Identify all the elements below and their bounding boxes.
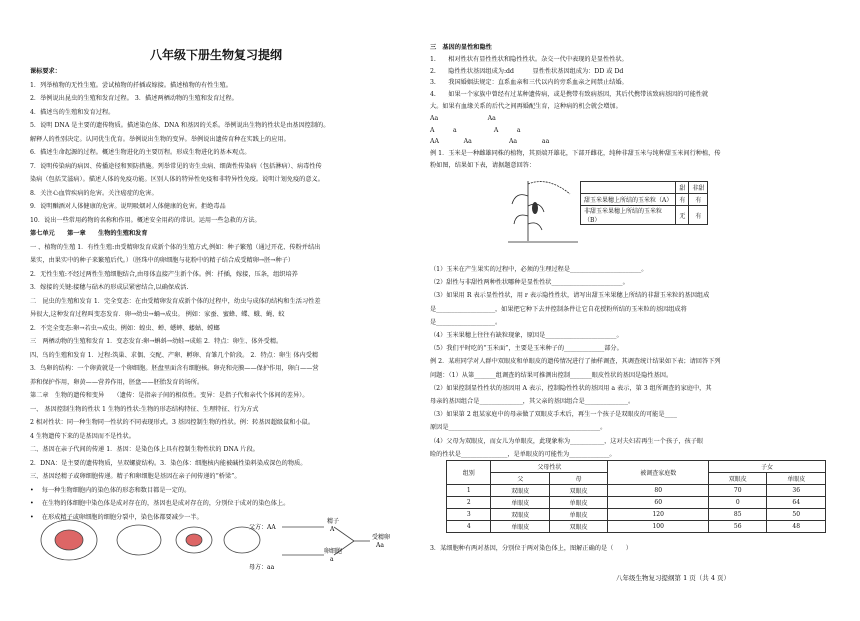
text-line: 5．说明 DNA 是主要的遗传物质。描述染色体、DNA 和基因的关系。举例说出生物的性状是由基因控制的。 <box>30 122 330 129</box>
text-line: 2．DNA：是主要的遗传物质，呈双螺旋结构。3．染色体：细胞核内能被碱性染料染成深色的物质。 <box>30 459 307 467</box>
table-cell: 56 <box>708 521 766 533</box>
sperm-gene: A <box>330 526 335 533</box>
table-cell: 85 <box>708 509 766 521</box>
text-line: （2）如果控制显性性状的基因用 A 表示，控制隐性性状的基因用 a 表示，第 3 组所调查的家庭中，其 <box>430 384 712 392</box>
text-line: 大。如果有血缘关系的后代之间再婚配生育，这种病的机会就会增加。 <box>430 103 622 110</box>
zygote-label: 受精卵 <box>372 534 391 541</box>
text-line: 异很大,这种发育过程叫变态发育．卵→幼虫→蛹→成虫。 例如：家蚕、蜜蜂、蝶、蛾、蝇、蚊 <box>30 311 285 318</box>
table-cell: 36 <box>767 485 826 497</box>
text-line: （4）玉米果穗上往往有缺粒现象，原因是_______________________。 <box>430 332 623 339</box>
text-line: 问题：（1）从第_______组调查的结果可推测出控制_______眼皮性状的基因是隐性基因。 <box>430 371 673 379</box>
cell-ellipse <box>55 530 83 550</box>
table-cell: 单眼皮 <box>549 497 607 509</box>
table-cell: 4 <box>447 521 491 533</box>
table-header: 父 <box>491 473 549 485</box>
table-cell: 单眼皮 <box>491 497 549 509</box>
mother-label: 母方：aa <box>249 564 275 571</box>
table-cell: 单眼皮 <box>549 509 607 521</box>
text-line: 是___________________，如果把它种下去并控制条件让它自花授粉所结的玉米粒的基因组成将 <box>430 305 687 313</box>
table-cell: 0 <box>708 497 766 509</box>
table-row <box>447 485 826 497</box>
text-line: 一、 基因控制生物的性状 1 生物的性状:生物的形态结构特征、生理特征、行为方式 <box>30 405 259 413</box>
text-line: 三 两栖动物的生殖和发育 1．变态发育:卵→蝌蚪→幼蛙→成蛙 2．特点：卵生、体外受精。 <box>30 338 283 345</box>
table-cell: 甜玉米果穗上所结的玉米粒（A） <box>581 194 676 206</box>
text-line: 养和保护作用，卵黄——营养作用，胚盘——胚胎发育的场所。 <box>30 378 204 386</box>
zygote-gene: Aa <box>376 542 384 549</box>
text-line: • 每一种生物细胞内的染色体的形态和数目都是一定的。 <box>30 486 191 494</box>
text-line: 2．无性生殖:不经过两性生殖细胞结合,由母体直接产生新个体。例：扦插，嫁接，压条，组织培养 <box>30 270 298 278</box>
text-line: 解释人的性别决定。认同优生优育。举例说出生物的变异。举例说出遗传育种在实践上的应用。 <box>30 135 290 143</box>
table-row <box>447 509 826 521</box>
table-cell: 48 <box>767 521 826 533</box>
table-cell: 单眼皮 <box>491 521 549 533</box>
table-cell: 100 <box>608 521 709 533</box>
text-line: （3）如果用 R 表示显性性状，用 r 表示隐性性状，请写出甜玉米果穗上所结的非甜玉米粒的基因组成 <box>430 292 710 300</box>
text-line: 果实，由果实中的种子来繁殖后代。）（胚珠中的卵细胞与花粉中的精子结合成受精卵→胚→种子） <box>30 257 295 264</box>
egg-gene: a <box>330 556 334 563</box>
table-cell: 双眼皮 <box>491 509 549 521</box>
text-line: （3）如果第 2 组某家庭中的母亲做了双眼皮手术后，再生一个孩子是双眼皮的可能是____ <box>430 411 677 419</box>
table-cell: 双眼皮 <box>549 521 607 533</box>
table-header: 组别 <box>447 461 491 485</box>
text-line: 母亲的基因组合是______________，其父亲的基因组合是______________。 <box>430 398 635 405</box>
text-line: 2．不完全变态:卵→若虫→成虫。例如：蝗虫、蝉、蟋蟀、蝼蛄、螳螂 <box>30 324 220 332</box>
egg-label: 卵细胞 <box>324 548 343 555</box>
page-footer: 八年级生物复习提纲第 1 页（共 4 页） <box>616 574 731 582</box>
table-cell: 64 <box>767 497 826 509</box>
text-line: 2．举例说出昆虫的生殖和发育过程。 3．描述两栖动物的生殖和发育过程。 <box>30 95 238 102</box>
text-line: 4 生物遗传下来的是基因而不是性状。 <box>30 432 135 440</box>
text-line: 一 、植物的生殖 1．有性生殖:由受精卵发育成新个体的生殖方式,例如：种子繁殖（通过开花、传粉并结出 <box>30 243 321 251</box>
table-cell: 双眼皮 <box>549 485 607 497</box>
sperm-label: 精子 <box>327 518 340 525</box>
text-line: 睑的性状是_______________，是单眼皮的可能性为_____________。 <box>430 450 616 458</box>
table-cell: 50 <box>767 509 826 521</box>
table-cell: 有 <box>689 194 708 206</box>
table-cell: 非甜 <box>689 182 708 194</box>
table-header: 母 <box>549 473 607 485</box>
text-line: • 在生物的体细胞中染色体是成对存在的，基因也是成对存在的，分别位于成对的染色体上。 <box>30 500 290 507</box>
corn-table <box>580 181 708 225</box>
text-line: • 在形成精子或卵细胞的细胞分裂中，染色体都要减少一半。 <box>30 513 203 521</box>
text-line: 例 2．某班同学对人群中双眼皮和单眼皮的遗传情况进行了抽样调查，其调查统计结果如下表；请回答下列 <box>430 358 721 366</box>
table-row <box>447 497 826 509</box>
text-line: 第七单元 第一章 生物的生殖和发育 <box>30 230 148 237</box>
text-line: 四、鸟的生殖和发育 1．过程:筑巢、求偶、交配、产卵、孵卵、育雏几个阶段。 2．特点：卵生 体内受精 <box>30 351 319 359</box>
table-cell: 120 <box>608 509 709 521</box>
text-line: 粉如图，结果如下表，请据题意回答： <box>430 162 536 169</box>
father-label: 父方：AA <box>249 524 276 531</box>
table-cell: 无 <box>676 206 689 225</box>
text-line: （5）我们平时吃的“玉米面”，主要是玉米种子的_____________部分。 <box>430 345 623 353</box>
table-cell: 有 <box>689 206 708 225</box>
text-line: Aa Aa <box>430 114 496 122</box>
table-header: 父母性状 <box>491 461 608 473</box>
text-line: 三 基因的显性和隐性 <box>430 44 492 51</box>
text-line: 是___________________。 <box>430 318 502 326</box>
text-line: 例 1．玉米是一种雌雄同株的植物，其顶端开雄花，下部开雌花，纯种非甜玉米与纯种甜玉米间行种植，传 <box>430 150 721 158</box>
text-line: 第二章 生物的遗传和变异 （遗传：是指亲子间的相似性。变异：是指子代和亲代个体间的差异）。 <box>30 392 309 399</box>
table-cell: 有 <box>676 194 689 206</box>
text-line: （2）甜性与非甜性两种性状哪种是显性性状_______________________。 <box>430 279 629 287</box>
text-line: 9．说明酗酒对人体健康的危害。说明吸烟对人体健康的危害。拒绝毒品 <box>30 203 226 210</box>
text-line: 6．描述生命起源的过程。概述生物进化的主要历程。形成生物进化的基本观点。 <box>30 149 251 156</box>
question-3: 3．某细胞种有两对基因，分别位于两对染色体上，图解正确的是（ ） <box>430 545 632 552</box>
text-line: 3．嫁接的关键:接穗与砧木的形成层紧密结合,以确保成活. <box>30 284 189 291</box>
text-line: （4）父母为双眼皮，而女儿为单眼皮，此现象称为___________，这对夫妇若再生一个孩子，孩子眼 <box>430 437 704 445</box>
reproduction-diagram <box>34 515 414 573</box>
text-line: 原因是_________________________________________________。 <box>430 424 607 432</box>
text-line: 三、基因经精子或卵细胞传递。精子和卵细胞是基因在亲子间传递的“桥梁”。 <box>30 473 241 480</box>
text-line: 二 昆虫的生殖和发育 1．完全变态：在由受精卵发育成新个体的过程中，幼虫与成体的结构和生活习性差 <box>30 297 321 305</box>
cell-ellipse <box>117 525 161 555</box>
text-line: 4．描述鸟的生殖和发育过程。 <box>30 108 115 116</box>
text-line: 课标要求： <box>30 68 61 75</box>
text-line: 4. 如果一个家族中曾经有过某种遗传病，或是携带有致病基因，其后代携带该致病基因的可能性就 <box>430 91 709 99</box>
table-header: 被调查家庭数 <box>608 461 709 485</box>
table-cell <box>581 182 676 194</box>
table-header: 双眼皮 <box>708 473 766 485</box>
text-line: 染病（包括艾滋病）。描述人体的免疫功能。区别人体的特异性免疫和非特异性免疫。说明计划免疫的意义。 <box>30 176 324 183</box>
table-cell: 2 <box>447 497 491 509</box>
table-cell: 70 <box>708 485 766 497</box>
page-title: 八年级下册生物复习提纲 <box>150 48 283 62</box>
eyelid-survey-table <box>446 460 826 533</box>
table-cell: 1 <box>447 485 491 497</box>
text-line: 二、基因在亲子代间的传递 1．基因：是染色体上具有控制生物性状的 DNA 片段。 <box>30 446 259 453</box>
table-header: 单眼皮 <box>767 473 826 485</box>
table-cell: 60 <box>608 497 709 509</box>
table-row <box>447 521 826 533</box>
table-cell: 80 <box>608 485 709 497</box>
text-line: 2 相对性状：同一种生物同一性状的不同表现形式。3 基因控制生物的性状。例：转基因超级鼠和小鼠。 <box>30 419 315 426</box>
table-cell: 3 <box>447 509 491 521</box>
text-line: 3．鸟卵的结构：一个卵黄就是一个卵细胞。胚盘里面含有细胞核。卵壳和壳膜——保护作用，卵白——营 <box>30 365 319 372</box>
text-line: 7．说明传染病的病因、传播途径和预防措施。列举常见的寄生虫病、细菌性传染病（包括淋病）、病毒性传 <box>30 162 322 170</box>
cell-ellipse <box>186 534 202 546</box>
text-line: 10．说出一些常用药物的名称和作用。概述安全用药的常识。运用一些急救的方法。 <box>30 216 261 224</box>
text-line: 8．关注心血管疾病的危害。关注癌症的危害。 <box>30 189 158 197</box>
text-line: A a A a <box>430 126 521 134</box>
table-header: 子女 <box>708 461 825 473</box>
text-line: 1. 相对性状有显性性状和隐性性状。杂交一代中表现的是显性性状。 <box>430 55 628 63</box>
table-cell: 甜 <box>676 182 689 194</box>
text-line: （1）玉米在产生果实的过程中，必须的生理过程是_______________________。 <box>430 266 648 273</box>
text-line: 3. 我国婚姻法规定：直系血亲和三代以内的旁系血亲之间禁止结婚。 <box>430 79 628 87</box>
corn-plant-illustration <box>508 176 578 246</box>
text-line: 1．列举植物的无性生殖。尝试植物的扦插或嫁接。描述植物的有性生殖。 <box>30 81 232 89</box>
table-cell: 双眼皮 <box>491 485 549 497</box>
text-line: 2. 隐性性状基因组成为:dd 显性性状基因组成为：DD 或 Dd <box>430 67 624 75</box>
table-cell: 非甜玉米果穗上所结的玉米粒 （B） <box>581 206 676 225</box>
text-line: AA Aa Aa aa <box>430 138 550 146</box>
